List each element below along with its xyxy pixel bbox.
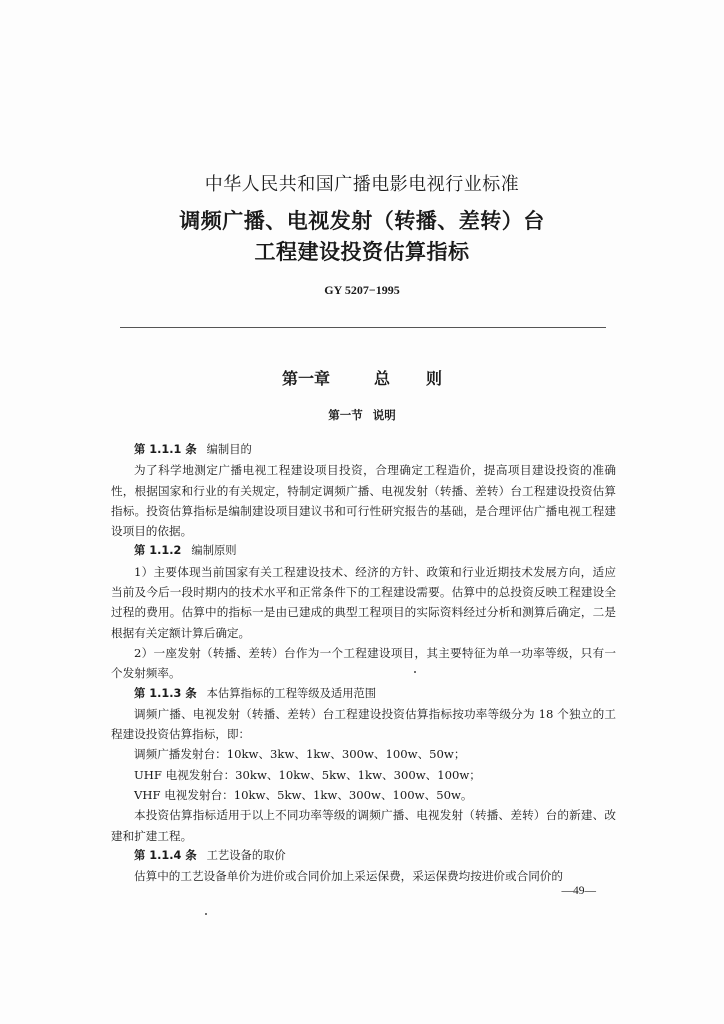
power-level-list-item: 调频广播发射台：10kw、3kw、1kw、300w、100w、50w； <box>134 747 466 762</box>
chapter-word-1: 总 <box>373 369 390 388</box>
clause-heading <box>111 541 616 561</box>
page-number: —49— <box>561 885 596 897</box>
power-level-list-item: VHF 电视发射台：10kw、5kw、1kw、300w、100w、50w。 <box>134 788 473 803</box>
standard-code: GY 5207−1995 <box>324 283 400 297</box>
power-level-list-item: UHF 电视发射台：30kw、10kw、5kw、1kw、300w、100w； <box>134 767 481 782</box>
chapter-heading <box>0 366 724 389</box>
standard-type-heading: 中华人民共和国广播电影电视行业标准 <box>204 174 520 195</box>
clause-number: 第 1.1.1 条 <box>134 443 197 456</box>
clause-title: 编制原则 <box>191 544 237 558</box>
clause-number: 第 1.1.3 条 <box>134 686 197 700</box>
clause-heading <box>111 684 616 704</box>
clause-number: 第 1.1.2 <box>134 544 182 558</box>
scan-speck <box>414 671 416 673</box>
clause-paragraph: 估算中的工艺设备单价为进价或合同价加上采运保费，采运保费均按进价或合同价的 <box>134 869 563 884</box>
clause-title: 编制目的 <box>206 443 252 456</box>
body-text <box>111 440 616 887</box>
clause-heading <box>111 440 616 460</box>
scan-speck <box>205 913 207 915</box>
clause-title: 本估算指标的工程等级及适用范围 <box>206 686 377 700</box>
clause-paragraph: 本投资估算指标适用于以上不同功率等级的调频广播、电视发射（转播、差转）台的新建、改建和扩建工程。 <box>111 808 616 843</box>
clause-paragraph: 1）主要体现当前国家有关工程建设技术、经济的方针、政策和行业近期技术发展方向，适应当前及今后一段时期内的技术水平和正常条件下的工程建设需要。估算中的总投资反映工程建设全过程的费用。估算中的指标一是由已建成的典型工程项目的实际资料经过分析和测算后确定，二是根据有关定额计算后确定。 <box>111 564 616 640</box>
clause-heading <box>111 846 616 866</box>
chapter-number: 第一章 <box>281 369 330 388</box>
document-title-line-1: 调频广播、电视发射（转播、差转）台 <box>179 209 545 233</box>
clause-paragraph: 调频广播、电视发射（转播、差转）台工程建设投资估算指标按功率等级分为 18 个独立的工程建设投资估算指标，即： <box>111 706 616 742</box>
section-title: 说明 <box>372 408 396 422</box>
clause-title: 工艺设备的取价 <box>206 848 286 862</box>
section-number: 第一节 <box>328 408 363 422</box>
document-title-line-2: 工程建设投资估算指标 <box>254 240 470 264</box>
clause-paragraph: 2）一座发射（转播、差转）台作为一个工程建设项目，其主要特征为单一功率等级，只有一个发射频率。 <box>111 645 616 681</box>
clause-paragraph: 为了科学地测定广播电视工程建设项目投资，合理确定工程造价，提高项目建设投资的准确性，根据国家和行业的有关规定，特制定调频广播、电视发射（转播、差转）台工程建设投资估算指标。投资估算指标是编制建设项目建议书和可行性研究报告的基础，是合理评估广播电视工程建设项目的依据。 <box>111 463 616 539</box>
chapter-word-2: 则 <box>426 369 443 388</box>
horizontal-divider <box>120 327 606 328</box>
section-heading <box>0 407 724 423</box>
clause-number: 第 1.1.4 条 <box>134 848 197 862</box>
